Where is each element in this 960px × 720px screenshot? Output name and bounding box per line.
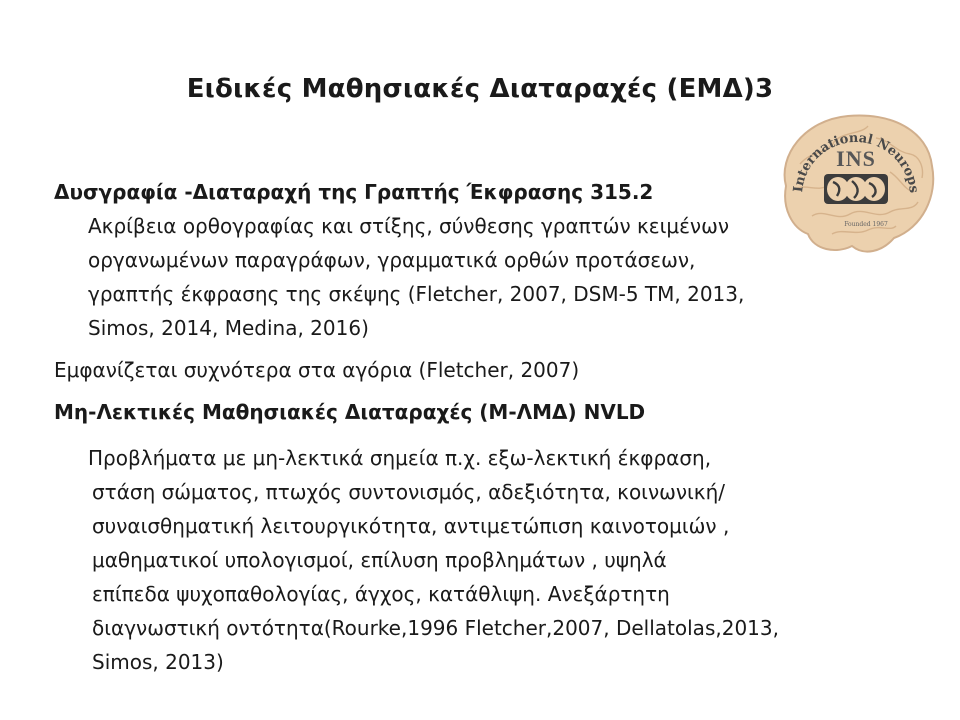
item-3-body: [54, 441, 904, 679]
item-3-line: Προβλήματα με μη-λεκτικά σημεία π.χ. εξω-λεκτική έκφραση,: [88, 446, 712, 470]
item-3-line: στάση σώματος, πτωχός συντονισμός, αδεξιότητα, κοινωνική/: [92, 480, 726, 504]
svg-text:International Neuropsychologic: International Neurops: [791, 130, 921, 194]
svg-text:INS: INS: [836, 146, 876, 171]
slide-title: Ειδικές Μαθησιακές Διαταραχές (ΕΜΔ)3: [186, 74, 774, 104]
item-1-heading: Δυσγραφία -Διαταραχή της Γραπτής Έκφρασης 315.2: [54, 180, 654, 204]
item-3-line: συναισθηματική λειτουργικότητα, αντιμετώπιση καινοτομιών ,: [92, 514, 730, 538]
item-3-line: Simos, 2013): [92, 650, 224, 674]
item-2-text: Εμφανίζεται συχνότερα στα αγόρια (Fletcher, 2007): [54, 358, 580, 382]
svg-text:Founded 1967: Founded 1967: [844, 221, 888, 228]
item-3-line: μαθηματικοί υπολογισμοί, επίλυση προβλημάτων , υψηλά: [92, 548, 667, 572]
item-3-heading: Μη-Λεκτικές Μαθησιακές Διαταραχές (Μ-ΛΜΔ) NVLD: [54, 400, 646, 424]
item-1-line: γραπτής έκφρασης της σκέψης (Fletcher, 2007, DSM-5 TM, 2013,: [88, 282, 745, 306]
brain-logo-icon: [772, 104, 940, 264]
item-3-line: επίπεδα ψυχοπαθολογίας, άγχος, κατάθλιψη. Ανεξάρτητη: [92, 582, 670, 606]
item-3-line: διαγνωστική οντότητα(Rourke,1996 Fletcher,2007, Dellatolas,2013,: [92, 616, 779, 640]
item-1-line: Simos, 2014, Medina, 2016): [88, 316, 369, 340]
item-1-line: Ακρίβεια ορθογραφίας και στίξης, σύνθεσης γραπτών κειμένων: [88, 214, 730, 238]
item-1-line: οργανωμένων παραγράφων, γραμματικά ορθών προτάσεων,: [88, 248, 696, 272]
